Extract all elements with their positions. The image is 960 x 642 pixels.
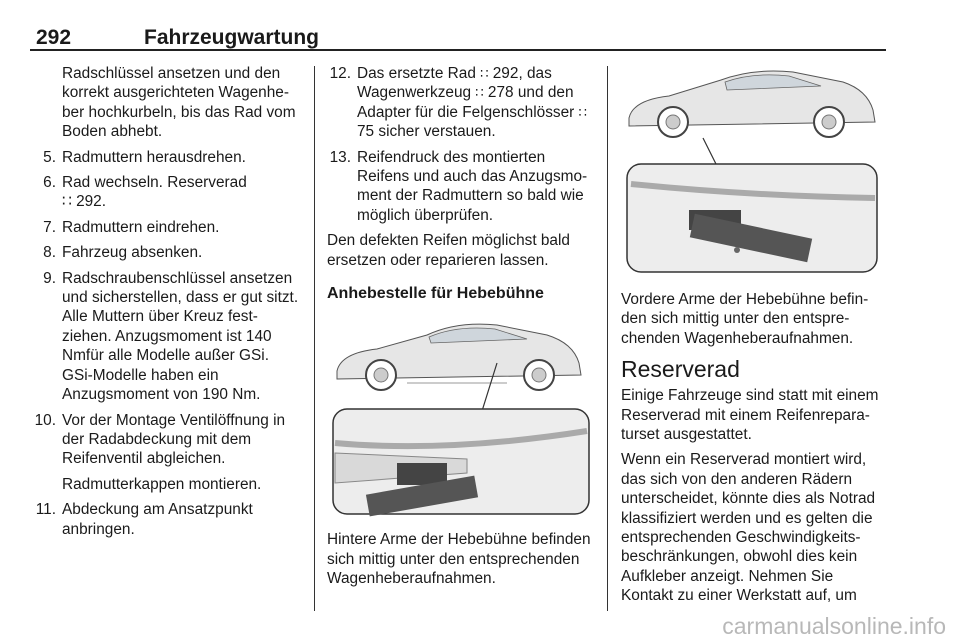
step-7: 7. Radmuttern eindrehen. — [43, 218, 220, 236]
step-9: 9. Radschraubenschlüssel ansetzen und sicherstellen, dass er gut sitzt. Alle Muttern über Kreuz festziehen. Anzugsmoment ist 140 Nmfür alle Modelle außer GSi. GSi-Modelle haben ein Anzugsmoment von 190 Nm. — [43, 269, 299, 404]
step-5: 5. Radmuttern herausdrehen. — [43, 148, 246, 166]
step-10: 10. Vor der Montage Ventilöffnung in der Radabdeckung mit dem Reifenventil abgleichen. — [34, 411, 286, 468]
step-12: 12. Das ersetzte Rad ∷ 292, das Wagenwerkzeug ∷ 278 und den Adapter für die Felgenschlösser ∷ 75 sicher verstauen. — [329, 65, 587, 141]
column-3 — [621, 64, 887, 612]
rear-lift-point-illustration — [327, 313, 595, 518]
page-header — [30, 20, 886, 52]
column-2 — [327, 64, 595, 595]
figure-caption: Vordere Arme der Hebebühne befinden sich mittig unter den entsprechenden Wagenheberaufnahmen. — [621, 291, 869, 347]
figure-caption: Hintere Arme der Hebebühne befinden sich mittig unter den entsprechenden Wagenheberaufnahmen. — [327, 531, 591, 588]
step-4-continuation: Radschlüssel ansetzen und den korrekt ausgerichteten Wagenheber hochkurbeln, bis das Rad vom Boden abhebt. — [62, 65, 296, 141]
paragraph: Wenn ein Reserverad montiert wird, das sich von den anderen Rädern unterscheidet, könnte dies als Notrad klassifiziert werden und es gelten die entsprechenden Geschwindigkeitsbeschränkungen, obwohl dies kein Aufkleber anzeigt. Nehmen Sie Kontakt zu einer Werkstatt auf, um — [621, 451, 876, 605]
step-13: 13. Reifendruck des montierten Reifens und auch das Anzugsmoment der Radmuttern so bald wie möglich überprüfen. — [329, 148, 588, 224]
page-reference[interactable]: 292 — [492, 65, 519, 82]
page-reference[interactable]: ∷ 292. — [62, 193, 107, 211]
subsection-heading: Anhebestelle für Hebebühne — [327, 285, 544, 303]
watermark: carmanualsonline.info — [722, 613, 946, 639]
page-reference[interactable]: 75 — [357, 123, 375, 141]
step-6: 6. Rad wechseln. Reserverad ∷ 292. — [43, 174, 247, 211]
step-11: 11. Abdeckung am Ansatzpunkt anbringen. — [35, 501, 253, 538]
page-reference[interactable]: 278 — [487, 84, 514, 102]
reference-arrow-icon: ∷ — [578, 104, 587, 120]
chapter-title: Fahrzeugwartung — [144, 26, 320, 49]
step-8: 8. Fahrzeug absenken. — [43, 244, 203, 262]
paragraph: Den defekten Reifen möglichst bald ersetzen oder reparieren lassen. — [327, 232, 570, 269]
column-divider-1 — [314, 66, 315, 611]
paragraph: Einige Fahrzeuge sind statt mit einem Reserverad mit einem Reifenreparaturset ausgestattet. — [621, 387, 879, 444]
car-front-lift-svg — [621, 64, 883, 276]
reference-arrow-icon: ∷ — [475, 85, 484, 101]
front-lift-point-illustration — [621, 64, 883, 276]
header-rule — [30, 49, 886, 51]
step-10-continuation: Radmutterkappen montieren. — [62, 475, 262, 493]
column-1 — [32, 64, 300, 545]
column-divider-2 — [607, 66, 608, 611]
section-title: Reserverad — [621, 356, 740, 383]
car-rear-lift-svg — [327, 313, 595, 518]
page-number: 292 — [36, 26, 72, 49]
reference-arrow-icon: ∷ — [480, 66, 489, 81]
